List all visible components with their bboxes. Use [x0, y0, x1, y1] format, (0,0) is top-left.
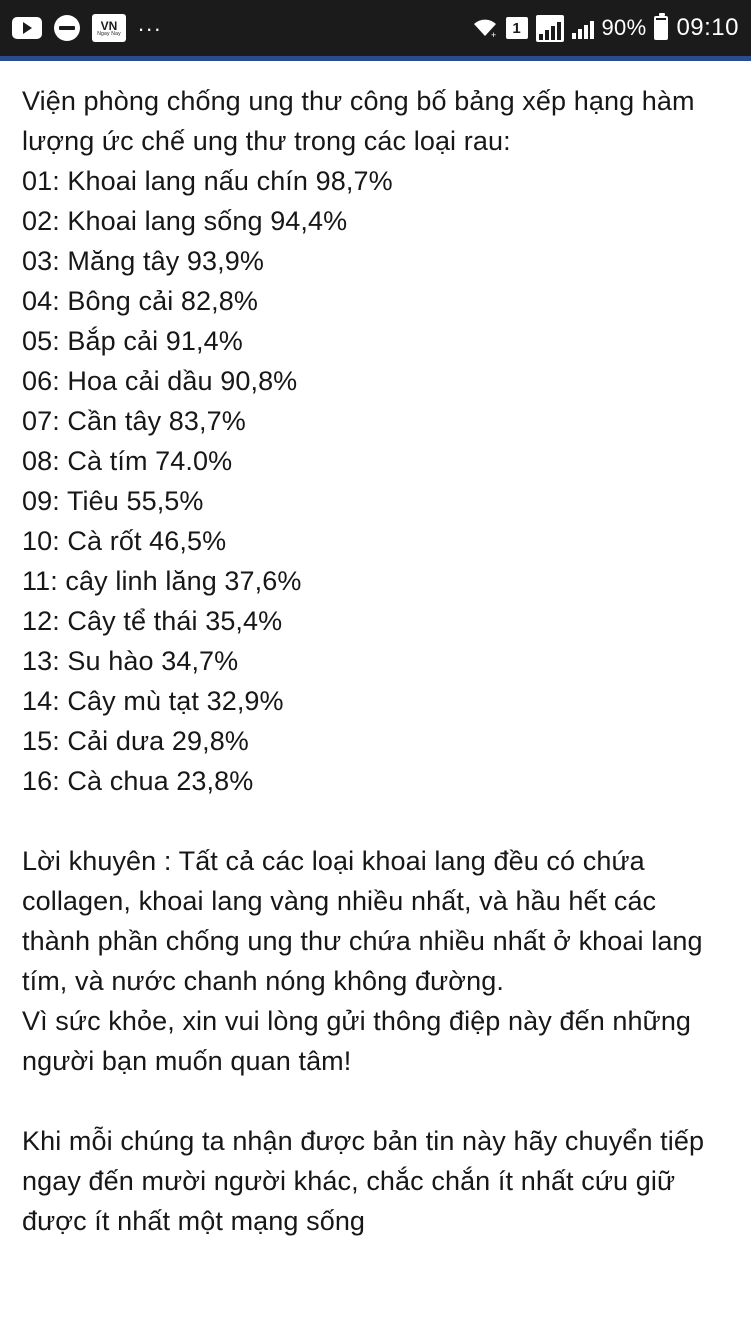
list-item: 16: Cà chua 23,8% — [22, 766, 254, 796]
sim-indicator-icon: 1 — [506, 17, 528, 39]
list-item: 02: Khoai lang sống 94,4% — [22, 206, 348, 236]
article-call-to-action: Vì sức khỏe, xin vui lòng gửi thông điệp này đến những người bạn muốn quan tâm! — [22, 1006, 692, 1076]
svg-text:+: + — [490, 30, 496, 39]
status-bar — [0, 0, 751, 56]
list-item: 11: cây linh lăng 37,6% — [22, 566, 302, 596]
list-item: 03: Măng tây 93,9% — [22, 246, 264, 276]
vnn-app-icon — [92, 14, 126, 42]
youtube-icon — [12, 17, 42, 39]
battery-icon — [654, 16, 668, 40]
status-bar-clock: 09:10 — [676, 14, 739, 41]
list-item: 06: Hoa cải dầu 90,8% — [22, 366, 298, 396]
status-bar-system-icons — [472, 14, 740, 42]
paragraph-spacer — [22, 801, 729, 841]
list-item: 15: Cải dưa 29,8% — [22, 726, 249, 756]
status-bar-notifications — [12, 11, 163, 42]
list-item: 12: Cây tể thái 35,4% — [22, 606, 283, 636]
list-item: 10: Cà rốt 46,5% — [22, 526, 227, 556]
list-item: 07: Cần tây 83,7% — [22, 406, 246, 436]
vnn-app-icon-sublabel: Ngay Nay — [97, 30, 121, 37]
article-intro: Viện phòng chống ung thư công bố bảng xếp hạng hàm lượng ức chế ung thư trong các loại rau: — [22, 86, 695, 156]
signal-strength-boxed-icon — [536, 15, 564, 42]
article-body — [0, 61, 751, 1241]
list-item: 01: Khoai lang nấu chín 98,7% — [22, 166, 393, 196]
more-notifications-icon: ... — [138, 11, 163, 36]
signal-strength-icon — [572, 17, 594, 39]
paragraph-spacer-2 — [22, 1081, 729, 1121]
list-item: 09: Tiêu 55,5% — [22, 486, 204, 516]
list-item: 05: Bắp cải 91,4% — [22, 326, 243, 356]
ranking-list — [22, 161, 729, 801]
list-item: 04: Bông cải 82,8% — [22, 286, 258, 316]
list-item: 13: Su hào 34,7% — [22, 646, 239, 676]
vnn-app-icon-label: VN — [100, 18, 118, 33]
list-item: 08: Cà tím 74.0% — [22, 446, 233, 476]
list-item: 14: Cây mù tạt 32,9% — [22, 686, 284, 716]
battery-percent-label: 90% — [601, 15, 647, 40]
wifi-icon — [472, 17, 498, 39]
article-closing: Khi mỗi chúng ta nhận được bản tin này hãy chuyển tiếp ngay đến mười người khác, chắc chắn ít nhất cứu giữ được ít nhất một mạng sống — [22, 1126, 705, 1236]
article-advice: Lời khuyên : Tất cả các loại khoai lang đều có chứa collagen, khoai lang vàng nhiều nhất, và hầu hết các thành phần chống ung thư chứa nhiều nhất ở khoai lang tím, và nước chanh nóng không đường. — [22, 846, 703, 996]
circle-minus-icon — [54, 15, 80, 41]
